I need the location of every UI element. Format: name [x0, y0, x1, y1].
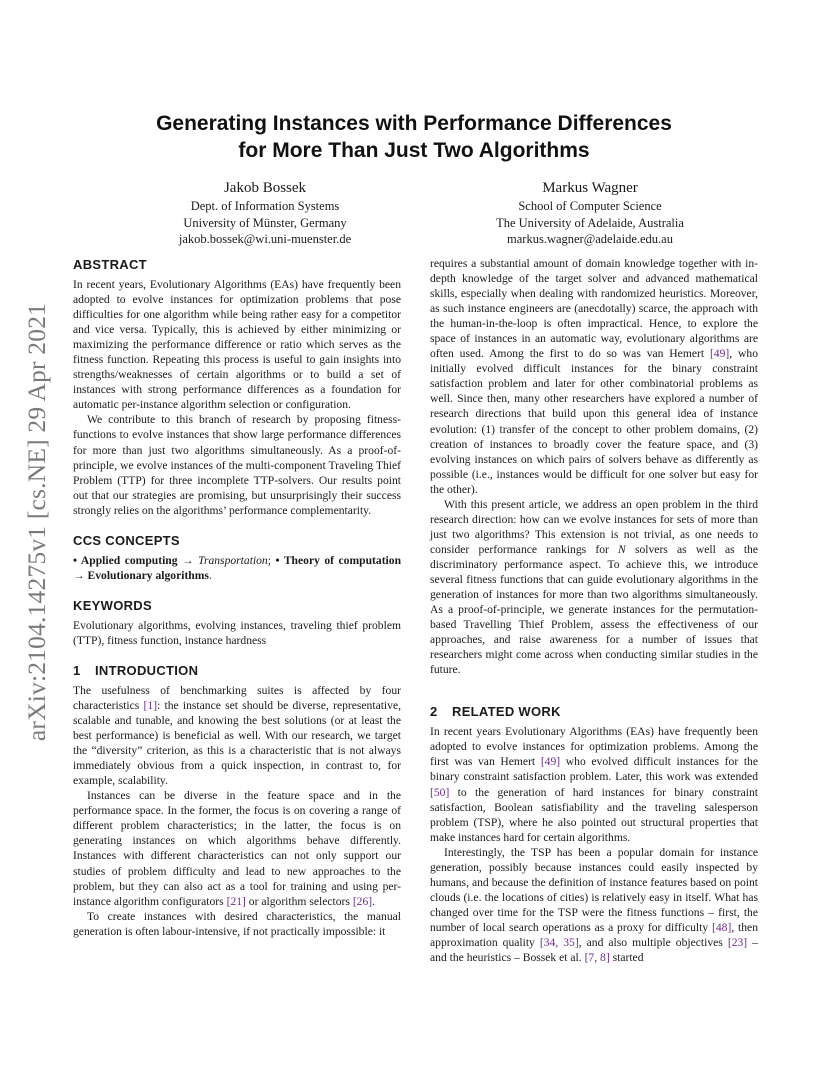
- author-block-1: [125, 178, 405, 248]
- related-work-heading: [430, 703, 758, 720]
- citation-link[interactable]: [48]: [711, 920, 732, 934]
- author-email: jakob.bossek@wi.uni-muenster.de: [178, 232, 352, 246]
- ccs-arrow-2: →: [73, 568, 88, 582]
- author-dept: Dept. of Information Systems: [190, 199, 340, 213]
- ccs-end: .: [208, 568, 212, 582]
- citation-link[interactable]: [26]: [352, 894, 373, 908]
- author-block-2: [440, 178, 740, 248]
- ccs-bullet-2: • Theory of computation: [275, 553, 402, 567]
- intro-contribution-paragraph: With this present article, we address an open problem in the third research direction: how can we evolve instances for sets of more than just two algorithms? This extension is not trivial, as one needs to consider performance rankings for N solvers as well as the discriminatory performance aspect. To achieve this, we introduce several fitness functions that can guide evolutionary algorithms in the generation of instances for more than two algorithms simultaneously. As a proof-of-principle, we generate instances for the permutation-based Travelling Thief Problem, assess the effectiveness of our approaches, and raise awareness for a number of issues that researchers might come across when conducting similar studies in the future.: [430, 497, 758, 677]
- introduction-heading: [73, 662, 401, 679]
- left-column: [73, 256, 401, 939]
- citation-link[interactable]: [49]: [540, 755, 561, 769]
- author-dept: School of Computer Science: [518, 199, 662, 213]
- section-number: 1: [73, 662, 81, 678]
- keywords-heading: KEYWORDS: [73, 597, 152, 613]
- author-affiliation: University of Münster, Germany: [183, 215, 347, 230]
- section-title: RELATED WORK: [452, 704, 561, 720]
- citation-link[interactable]: [23]: [727, 935, 748, 949]
- citation-link[interactable]: [50]: [430, 785, 450, 799]
- intro-paragraph-1: The usefulness of benchmarking suites is affected by four characteristics [1]: the instance set should be diverse, representative, scalable and tunable, and knowing the best solutions (or at least the best performance) is beneficial as well. With our research, we target the “diversity” criterion, as this is a characteristic that is not always immediately obvious from a quick inspection, in contrast to, for example, scalability.: [73, 683, 401, 788]
- intro-continued-paragraph: requires a substantial amount of domain knowledge together with in-depth knowledge of the target solver and advanced mathematical skills, especially when dealing with randomized heuristics. Moreover, as such instance engineers are (anecdotally) scarce, the approach with the human-in-the-loop is often impractical. Hence, to explore the space of instances in an automatic way, evolutionary algorithms are often used. Among the first to do so was van Hemert [49], who initially evolved difficult instances for the binary constraint satisfaction problem and later for other combinatorial problems as well. Since then, many other researchers have explored a number of research directions that build upon this general idea of instance evolution: (1) transfer of the concept to other problem domains, (2) creation of instances to broadly cover the feature space, and (3) evolving instances on which pairs of solvers behave as differently as possible (i.e., instances would be difficult for one solver but easy for the other).: [430, 257, 758, 496]
- citation-link[interactable]: [7, 8]: [584, 951, 610, 965]
- author-name: Markus Wagner: [542, 180, 638, 196]
- arxiv-sidebar: [14, 282, 60, 762]
- section-number: 2: [430, 704, 438, 720]
- ccs-term-1: Transportation: [198, 553, 268, 567]
- section-title: INTRODUCTION: [95, 662, 199, 678]
- ccs-concepts: [73, 553, 401, 583]
- ccs-separator: ;: [267, 553, 276, 567]
- paper-title-line2: for More Than Just Two Algorithms: [238, 139, 590, 162]
- author-affiliation: The University of Adelaide, Australia: [496, 215, 684, 230]
- intro-paragraph-3: To create instances with desired characteristics, the manual generation is often labour-intensive, if not practically impossible: it: [73, 909, 401, 938]
- citation-link[interactable]: [34, 35]: [539, 935, 579, 949]
- abstract-paragraph-1: In recent years, Evolutionary Algorithms (EAs) have frequently been adopted to evolve instances for optimization problems that pose difficulties for one algorithm while being rather easy for a competitor and vice versa. Typically, this is achieved by either minimizing or maximizing the performance difference or ratio which serves as the fitness function. Repeating this process is useful to gain insights into strengths/weaknesses of certain algorithms or to build a set of instances with strong performance differences as a foundation for automatic per-instance algorithm selection or configuration.: [73, 278, 401, 412]
- related-paragraph-1: In recent years Evolutionary Algorithms (EAs) have frequently been adopted to evolve instances for optimization problems. Among the first was van Hemert [49] who evolved difficult instances for the binary constraint satisfaction problem. Later, this work was extended [50] to the generation of hard instances for binary constraint satisfaction, Boolean satisfiability and the traveling salesperson problem (TSP), where he also pointed out structural properties that make instances hard for certain algorithms.: [430, 725, 759, 844]
- ccs-arrow-1: →: [177, 553, 199, 567]
- intro-paragraph-2: Instances can be diverse in the feature space and in the performance space. In the former, the focus is on covering a range of different problem characteristics; in the latter, the focus is on generating instances on which algorithms behave differently. Instances with different characteristics can not only support our studies of problem difficulty and lead to new approaches to the problem, but they can also act as a tool for training and using per-instance algorithm configurators [21] or algorithm selectors [26].: [73, 789, 401, 908]
- keywords-text: Evolutionary algorithms, evolving instances, traveling thief problem (TTP), fitness function, instance hardness: [73, 618, 401, 647]
- citation-link[interactable]: [21]: [226, 894, 246, 908]
- paper-title-line1: Generating Instances with Performance Differences: [156, 112, 672, 135]
- citation-link[interactable]: [49]: [709, 347, 730, 361]
- related-paragraph-2: Interestingly, the TSP has been a popular domain for instance generation, possibly because instances could easily inspected by humans, and because the definition of instance features based on point clouds (i.e. the locations of cities) is relatively easy in itself. What has changed over time for the TSP were the fitness functions – first, the number of local search operations as a proxy for difficulty [48], then approximation quality [34, 35], and also multiple objectives [23] – and the heuristics – Bossek et al. [7, 8] started: [430, 845, 758, 965]
- abstract-heading: ABSTRACT: [73, 257, 147, 272]
- author-name: Jakob Bossek: [223, 180, 307, 196]
- abstract-paragraph-2: We contribute to this branch of research by proposing fitness-functions to evolve instances that show large performance differences for more than just two algorithms simultaneously. As a proof-of-principle, we evolve instances of the multi-component Traveling Thief Problem (TTP) for three incomplete TTP-solvers. Our results point out that our strategies are promising, but unsurprisingly their success strongly relies on the algorithms’ performance complementarity.: [73, 413, 401, 517]
- ccs-bullet-1: • Applied computing: [73, 553, 178, 567]
- arxiv-identifier: arXiv:2104.14275v1 [cs.NE] 29 Apr 2021: [22, 302, 51, 742]
- right-column: [430, 256, 758, 965]
- author-email: markus.wagner@adelaide.edu.au: [507, 232, 673, 246]
- ccs-heading: CCS CONCEPTS: [73, 532, 180, 548]
- citation-link[interactable]: [1]: [143, 698, 158, 712]
- ccs-term-2: Evolutionary algorithms: [87, 568, 209, 582]
